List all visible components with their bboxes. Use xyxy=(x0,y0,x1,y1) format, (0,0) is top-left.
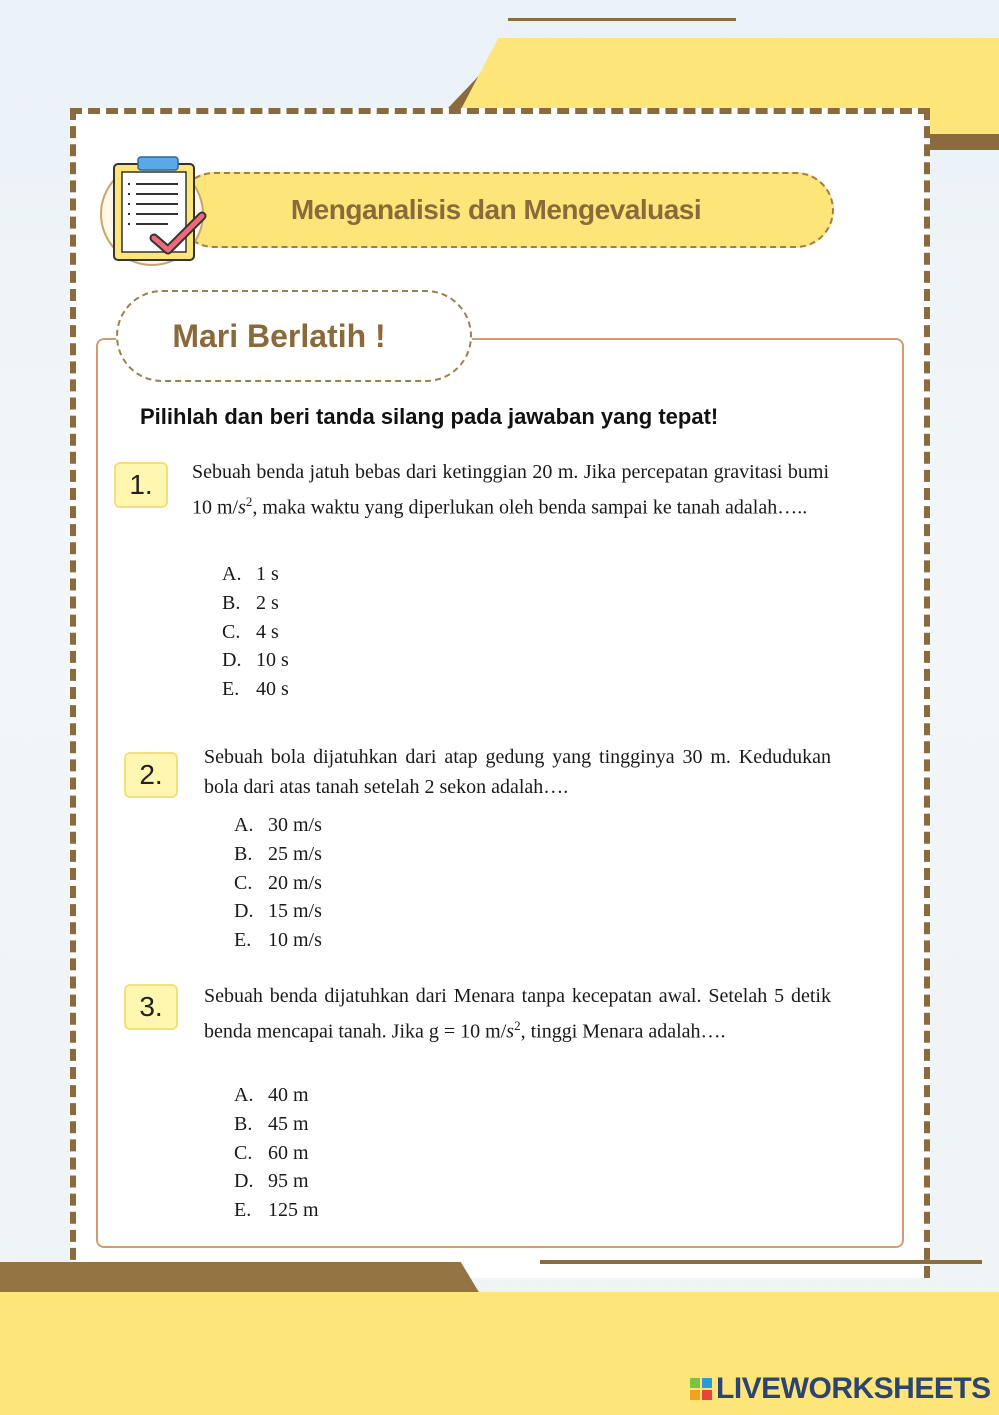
option-c[interactable]: C. 20 m/s xyxy=(234,871,322,894)
option-a[interactable]: A. 1 s xyxy=(222,563,279,585)
option-d[interactable]: D. 95 m xyxy=(234,1170,309,1193)
option-b[interactable]: B. 45 m xyxy=(234,1112,309,1135)
clipboard-check-icon xyxy=(108,154,208,266)
question-2-text: Sebuah bola dijatuhkan dari atap gedung yang tingginya 30 m. Kedudukan bola dari atas tanah setelah 2 sekon adalah…. xyxy=(204,746,831,798)
question-3-text: Sebuah benda dijatuhkan dari Menara tanpa kecepatan awal. Setelah 5 detik benda mencapai tanah. Jika g = 10 $m/s^2$, tinggi Menara adalah…. xyxy=(204,985,831,1043)
section-title: Mari Berlatih ! xyxy=(172,317,386,354)
option-a[interactable]: A. 30 m/s xyxy=(234,814,322,836)
option-b[interactable]: B. 25 m/s xyxy=(234,842,322,865)
instruction-text: Pilihlah dan beri tanda silang pada jawaban yang tepat! xyxy=(140,404,719,429)
question-2-options xyxy=(234,811,322,955)
option-b[interactable]: B. 2 s xyxy=(222,591,279,614)
question-1-number: 1. xyxy=(114,462,168,508)
decor-bottom-line xyxy=(540,1260,982,1264)
decor-bottom-brown-band xyxy=(0,1262,480,1294)
decor-top-line xyxy=(508,18,736,21)
question-3-options xyxy=(234,1081,319,1225)
question-2-number: 2. xyxy=(124,752,178,798)
question-3-number: 3. xyxy=(124,984,178,1030)
option-c[interactable]: C. 4 s xyxy=(222,620,279,643)
logo-grid-icon xyxy=(690,1378,712,1400)
option-d[interactable]: D. 10 s xyxy=(222,649,289,672)
option-e[interactable]: E. 125 m xyxy=(234,1199,319,1222)
page-title: Menganalisis dan Mengevaluasi xyxy=(290,194,702,225)
question-1-text: Sebuah benda jatuh bebas dari ketinggian 20 m. Jika percepatan gravitasi bumi 10 $m/s^2$, maka waktu yang diperlukan oleh benda sampai ke tanah adalah….. xyxy=(192,461,829,519)
question-1-options xyxy=(222,560,289,704)
logo-text: LIVEWORKSHEETS xyxy=(716,1372,991,1405)
option-a[interactable]: A. 40 m xyxy=(234,1084,309,1106)
option-e[interactable]: E. 40 s xyxy=(222,678,289,701)
liveworksheets-logo[interactable] xyxy=(690,1372,991,1406)
option-c[interactable]: C. 60 m xyxy=(234,1141,309,1164)
option-e[interactable]: E. 10 m/s xyxy=(234,929,322,952)
option-d[interactable]: D. 15 m/s xyxy=(234,900,322,923)
